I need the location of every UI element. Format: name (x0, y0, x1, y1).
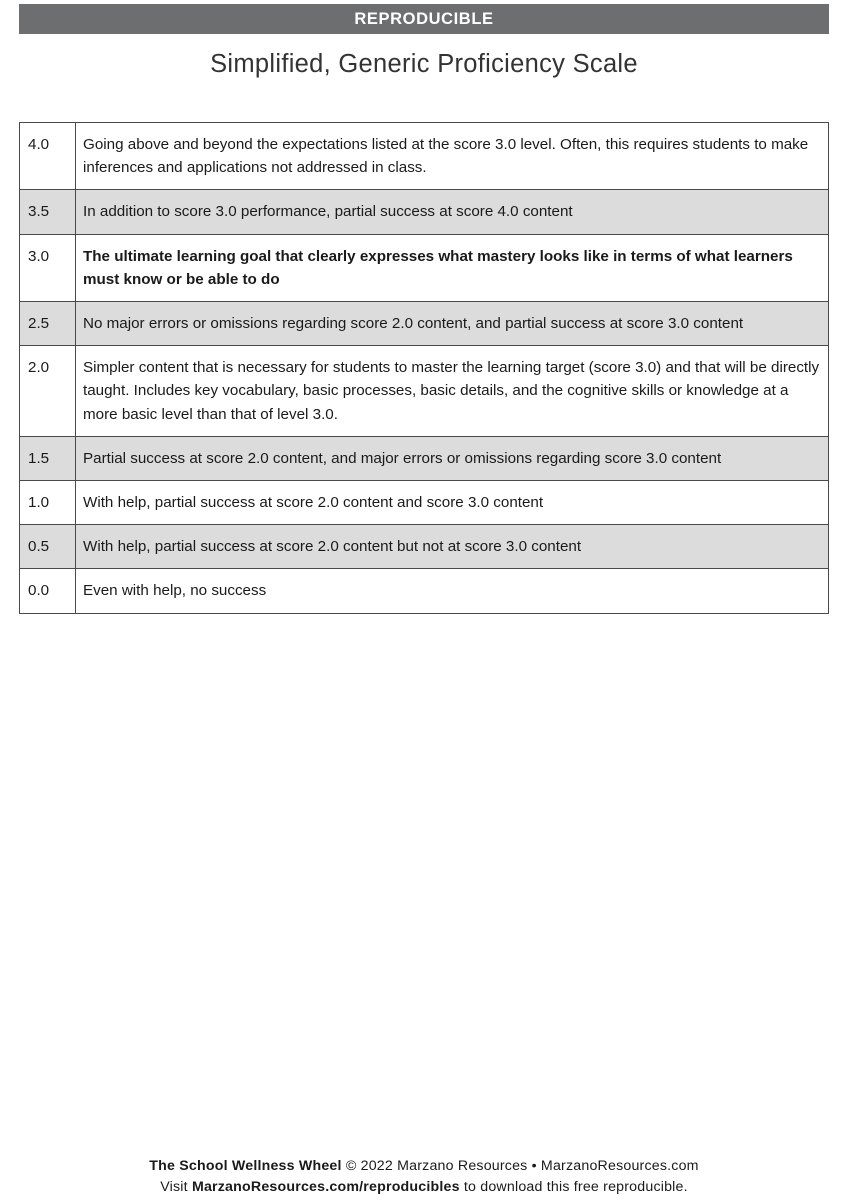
description-cell-learning-goal: The ultimate learning goal that clearly expresses what mastery looks like in terms of what learners must know or be able to do (76, 234, 829, 301)
reproducible-banner: REPRODUCIBLE (19, 4, 829, 34)
page-title: Simplified, Generic Proficiency Scale (210, 50, 638, 78)
score-cell: 1.0 (20, 481, 76, 525)
description-cell: Even with help, no success (76, 569, 829, 613)
score-cell: 1.5 (20, 436, 76, 480)
score-cell: 2.5 (20, 302, 76, 346)
description-cell: With help, partial success at score 2.0 content and score 3.0 content (76, 481, 829, 525)
score-cell: 0.0 (20, 569, 76, 613)
footer-copyright-line (0, 1158, 848, 1174)
footer-visit-line (0, 1179, 848, 1195)
table-row (20, 346, 829, 437)
description-cell: Simpler content that is necessary for students to master the learning target (score 3.0) and that will be directly taught. Includes key vocabulary, basic processes, basic details, and the cognitive skills or knowledge at a more basic level than that of level 3.0. (76, 346, 829, 437)
score-cell: 3.0 (20, 234, 76, 301)
description-cell: Going above and beyond the expectations listed at the score 3.0 level. Often, this requires students to make inferences and applications not addressed in class. (76, 123, 829, 190)
table-row (20, 481, 829, 525)
table-row (20, 525, 829, 569)
footer-copyright: © 2022 Marzano Resources • MarzanoResources.com (345, 1158, 699, 1174)
table-row (20, 569, 829, 613)
description-cell: Partial success at score 2.0 content, and major errors or omissions regarding score 3.0 content (76, 436, 829, 480)
table-row (20, 123, 829, 190)
footer-visit-prefix: Visit (160, 1179, 188, 1195)
table-row (20, 190, 829, 234)
description-cell: No major errors or omissions regarding score 2.0 content, and partial success at score 3.0 content (76, 302, 829, 346)
score-cell: 2.0 (20, 346, 76, 437)
description-cell: With help, partial success at score 2.0 content but not at score 3.0 content (76, 525, 829, 569)
proficiency-scale-table (19, 122, 829, 614)
score-cell: 0.5 (20, 525, 76, 569)
description-cell: In addition to score 3.0 performance, partial success at score 4.0 content (76, 190, 829, 234)
score-cell: 4.0 (20, 123, 76, 190)
footer-visit-link[interactable]: MarzanoResources.com/reproducibles (191, 1179, 460, 1195)
table-row (20, 302, 829, 346)
footer-visit-suffix: to download this free reproducible. (463, 1179, 688, 1195)
table-row (20, 436, 829, 480)
footer-book-title: The School Wellness Wheel (149, 1158, 342, 1174)
table-row (20, 234, 829, 301)
score-cell: 3.5 (20, 190, 76, 234)
